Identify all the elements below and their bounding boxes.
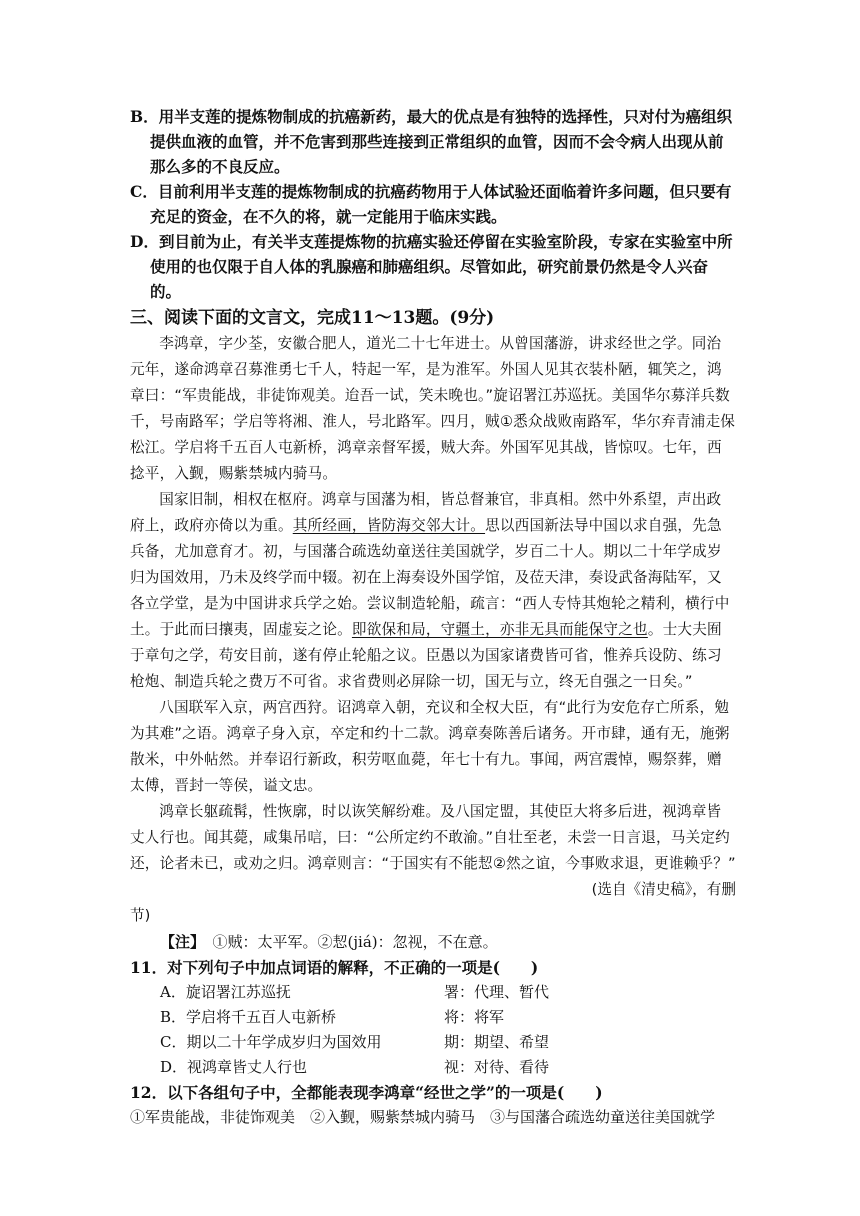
passage-paragraph-2: [130, 487, 736, 695]
annotation-note: [130, 929, 736, 955]
passage-paragraph-3: 八国联军入京，两宫西狩。诏鸿章入朝，充议和全权大臣，有“此行为安危存亡所系，勉为其难”之语。鸿章子身入京，卒定和约十二款。鸿章奏陈善后诸务。开市肆，通有无，施粥散米，中外帖然。并奉诏行新政，积劳呕血薨，年七十有九。事闻，两宫震悼，赐祭葬，赠太傅，晋封一等侯，谥文忠。: [130, 699, 730, 794]
q11-choice-a: [130, 980, 736, 1005]
q11-choice-a-sentence: A．旋诏署江苏巡抚: [160, 983, 291, 1001]
passage-paragraph-4: 鸿章长躯疏髯，性恢廓，时以诙笑解纷难。及八国定盟，其使臣大将多后进，视鸿章皆丈人行也。闻其薨，咸集吊唁，曰：“公所定约不敢渝。”自壮至老，未尝一日言退，马关定约还，论者未已，或劝之归。鸿章则言：“于国实有不能恝②然之谊，今事败求退，更谁赖乎？”: [130, 803, 736, 872]
q11-choice-c-gloss: 期：期望、希望: [444, 1033, 550, 1051]
q11-choice-c-sentence: C．期以二十年学成岁归为国效用: [160, 1033, 382, 1051]
q11-choice-a-gloss: 署：代理、暂代: [444, 983, 550, 1001]
section-title: 三、阅读下面的文言文，完成11～13题。(9分): [130, 308, 495, 328]
note-text: ①贼：太平军。②恝(jiá)：忽视，不在意。: [197, 933, 498, 951]
option-d: D．到目前为止，有关半支莲提炼物的抗癌实验还停留在实验室阶段，专家在实验室中所使用的也仅限于自人体的乳腺癌和肺癌组织。尽管如此，研究前景仍然是令人兴奋的。: [130, 232, 733, 301]
question-12-stem: 12．以下各组句子中，全都能表现李鸿章“经世之学”的一项是( ): [130, 1083, 603, 1102]
source-citation-tail: 节): [130, 907, 151, 924]
q11-choice-c: [130, 1030, 736, 1055]
q11-choice-b: [130, 1005, 736, 1030]
q11-choice-b-sentence: B．学启将千五百人屯新桥: [160, 1008, 337, 1026]
p2-underlined-1: 其所经画，皆防海交邻大计。: [292, 517, 486, 534]
question-11-stem: 11．对下列句子中加点词语的解释，不正确的一项是( ): [130, 958, 539, 977]
p2-text-b: 思以西国新法导中国以求自强，先急兵备，尤加意育才。初，与国藩合疏选幼童送往美国就学，岁百二十人。期以二十年学成岁归为国效用，乃未及终学而中辍。初在上海奏设外国学馆，及莅天津，奏设武备海陆军，又各立学堂，是为中国讲求兵学之始。尝议制造轮船，疏言：“西人专恃其炮轮之精利，横行中土。于此而曰攘夷，固虚妄之论。: [130, 517, 730, 638]
q11-choice-d: [130, 1055, 736, 1080]
p2-underlined-2: 即欲保和局，守疆土，亦非无具而能保守之也: [351, 621, 648, 638]
question-12-items: ①军贵能战，非徒饰观美 ②入觐，赐紫禁城内骑马 ③与国藩合疏选幼童送往美国就学: [130, 1108, 716, 1126]
p2-text-a: 国家旧制，相权在枢府。鸿章与国藩为相，皆总督兼官，非真相。然中外系望，声出政府上，政府亦倚以为重。: [130, 491, 722, 534]
option-b: B．用半支莲的提炼物制成的抗癌新药，最大的优点是有独特的选择性，只对付为癌组织提供血液的血管，并不危害到那些连接到正常组织的血管，因而不会令病人出现从前那么多的不良反应。: [130, 107, 733, 176]
q11-choice-b-gloss: 将：将军: [444, 1008, 505, 1026]
q11-choice-d-sentence: D．视鸿章皆丈人行也: [160, 1058, 308, 1076]
page-content: [130, 104, 736, 1130]
option-c: C．目前利用半支莲的提炼物制成的抗癌药物用于人体试验还面临着许多问题，但只要有充足的资金，在不久的将，就一定能用于临床实践。: [130, 182, 732, 226]
source-citation: (选自《清史稿》，有删: [591, 881, 736, 898]
p2-text-c: 。士大夫囿于章句之学，苟安目前，遂有停止轮船之议。臣愚以为国家诸费皆可省，惟养兵设防、练习枪炮、制造兵轮之费万不可省。求省费则必屏除一切，国无与立，终无自强之一日矣。”: [130, 621, 722, 690]
q11-choice-d-gloss: 视：对待、看待: [444, 1058, 550, 1076]
passage-paragraph-1: 李鸿章，字少荃，安徽合肥人，道光二十七年进士。从曾国藩游，讲求经世之学。同治元年，遂命鸿章召募淮勇七千人，特起一军，是为淮军。外国人见其衣装朴陋，辄笑之，鸿章曰：“军贵能战，非徒饰观美。迨吾一试，笑未晚也。”旋诏署江苏巡抚。美国华尔募洋兵数千，号南路军；学启等将湘、淮人，号北路军。四月，贼①悉众战败南路军，华尔弃青浦走保松江。学启将千五百人屯新桥，鸿章亲督军援，贼大奔。外国军见其战，皆惊叹。七年，西捻平，入觐，赐紫禁城内骑马。: [130, 335, 736, 482]
note-label: 【注】: [160, 933, 198, 951]
